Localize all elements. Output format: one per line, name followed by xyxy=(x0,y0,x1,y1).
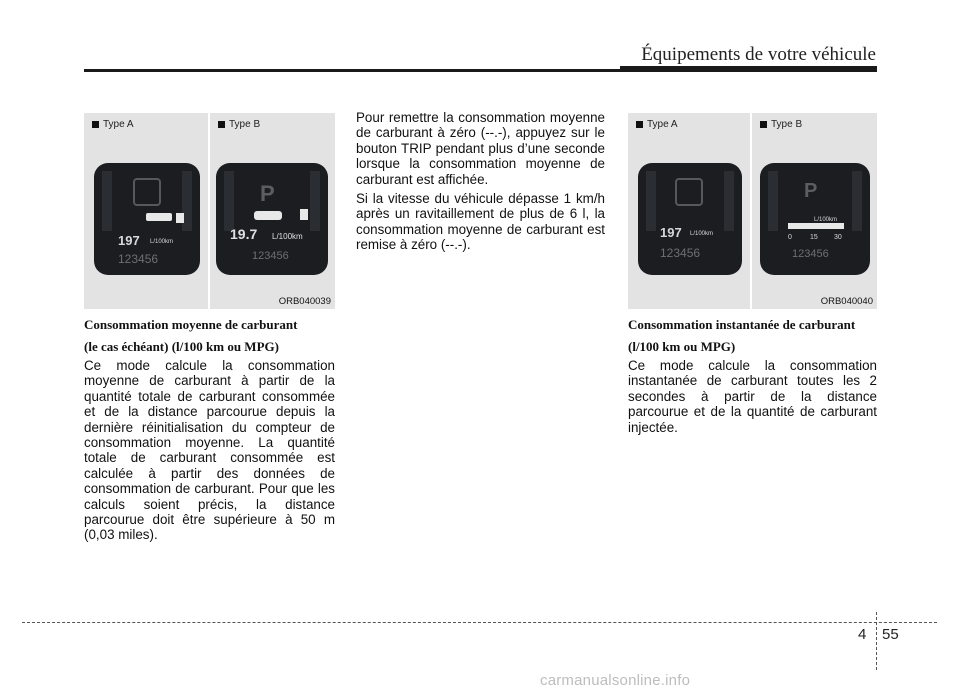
section-heading: Consommation instantanée de carburant xyxy=(628,317,856,332)
panel-label: Type A xyxy=(636,119,678,130)
body-paragraph: Si la vitesse du véhicule dépasse 1 km/h après un ravitaillement de plus de 6 l, la consommation moyenne de carburant est remise à zéro (--.-). xyxy=(356,191,605,253)
panel-type-b xyxy=(210,113,335,309)
section-heading-units: (l/100 km ou MPG) xyxy=(628,339,736,354)
cluster-display-type-a xyxy=(84,113,208,309)
svg-text:123456: 123456 xyxy=(660,246,701,260)
svg-text:15: 15 xyxy=(810,234,818,241)
column-instant-consumption xyxy=(628,316,877,439)
figure-avg-consumption xyxy=(84,113,335,309)
svg-text:123456: 123456 xyxy=(252,250,289,262)
cluster-display-type-b xyxy=(752,113,877,309)
svg-text:123456: 123456 xyxy=(792,248,829,260)
panel-label: Type B xyxy=(218,119,260,130)
cluster-display-type-a xyxy=(628,113,750,309)
svg-text:197: 197 xyxy=(118,233,140,248)
svg-text:30: 30 xyxy=(834,234,842,241)
svg-text:0: 0 xyxy=(788,234,792,241)
footer-divider xyxy=(876,612,877,670)
figure-code: ORB040039 xyxy=(278,296,331,307)
svg-text:197: 197 xyxy=(660,225,682,240)
section-heading: Consommation moyenne de carburant xyxy=(84,317,298,332)
svg-text:L/100km: L/100km xyxy=(814,217,838,223)
svg-text:L/100km: L/100km xyxy=(272,232,303,241)
section-heading-units: (le cas échéant) (l/100 km ou MPG) xyxy=(84,339,279,354)
running-header: Équipements de votre véhicule xyxy=(641,44,876,65)
panel-type-a xyxy=(628,113,750,309)
column-avg-consumption xyxy=(84,316,335,547)
svg-text:P: P xyxy=(260,181,275,206)
column-reset-info xyxy=(356,110,605,257)
page-number: 55 xyxy=(882,626,899,643)
header-rule xyxy=(84,69,877,72)
watermark: carmanualsonline.info xyxy=(540,672,691,689)
figure-code: ORB040040 xyxy=(820,296,873,307)
chapter-number: 4 xyxy=(858,626,867,643)
panel-label: Type B xyxy=(760,119,802,130)
panel-label: Type A xyxy=(92,119,134,130)
svg-text:123456: 123456 xyxy=(118,252,159,266)
body-paragraph: Ce mode calcule la consommation moyenne de carburant à partir de la quantité totale de carburant consommée et de la distance parcourue depuis la dernière réinitialisation du compteur de consommation moyenne. La quantité totale de carburant consommée est calculée à partir des données de consommation de carburant. Pour que les calculs soient précis, la distance parcourue doit être supérieure à 50 m (0,03 miles). xyxy=(84,358,335,543)
svg-text:L/100km: L/100km xyxy=(150,239,174,245)
body-paragraph: Pour remettre la consommation moyenne de carburant à zéro (--.-), appuyez sur le bouton TRIP pendant plus d’une seconde lorsque la consommation moyenne de carburant est affichée. xyxy=(356,110,605,187)
svg-text:19.7: 19.7 xyxy=(230,226,258,242)
panel-type-a xyxy=(84,113,208,309)
cluster-display-type-b xyxy=(210,113,335,309)
svg-text:L/100km: L/100km xyxy=(690,231,714,237)
panel-type-b xyxy=(752,113,877,309)
body-paragraph: Ce mode calcule la consommation instantanée de carburant toutes les 2 secondes à partir de la distance parcourue et de la quantité de carburant injectée. xyxy=(628,358,877,435)
footer-rule xyxy=(22,622,937,623)
svg-text:P: P xyxy=(804,180,818,202)
figure-instant-consumption xyxy=(628,113,877,309)
